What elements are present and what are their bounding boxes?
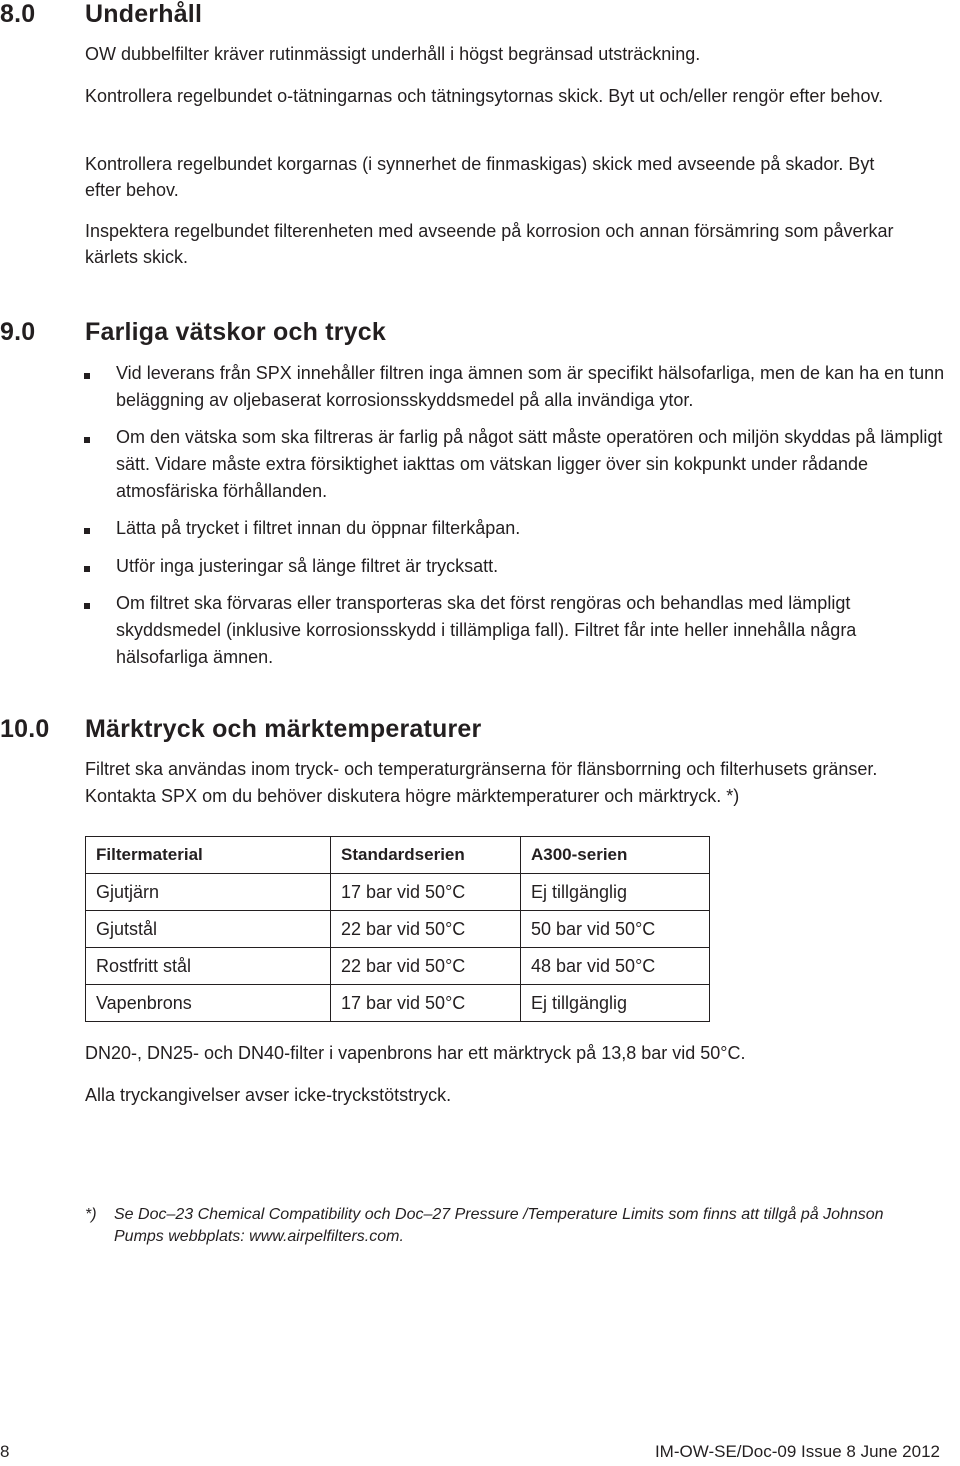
table-cell: Gjutstål	[86, 911, 331, 948]
footnote-marker: *)	[85, 1206, 97, 1223]
pressure-rating-table	[85, 836, 710, 1022]
section-9-title: Farliga vätskor och tryck	[85, 318, 386, 346]
table-cell: Ej tillgänglig	[521, 874, 710, 911]
table-header-cell: Filtermaterial	[86, 837, 331, 874]
bullet-marker	[84, 603, 90, 609]
table-cell: 17 bar vid 50°C	[331, 874, 521, 911]
table-row	[86, 874, 710, 911]
table-row	[86, 911, 710, 948]
bullet-marker	[84, 566, 90, 572]
bullet-marker	[84, 528, 90, 534]
table-row	[86, 948, 710, 985]
section-10-note-1: DN20-, DN25- och DN40-filter i vapenbrons har ett märktryck på 13,8 bar vid 50°C.	[85, 1043, 746, 1063]
section-10-intro: Filtret ska användas inom tryck- och temperaturgränserna för flänsborrning och filterhusets gränser. Kontakta SPX om du behöver diskutera högre märktemperaturer och märktryck. *)	[85, 759, 878, 806]
bullet-marker	[84, 373, 90, 379]
table-header-cell: A300-serien	[521, 837, 710, 874]
table-header-cell: Standardserien	[331, 837, 521, 874]
section-8-paragraph-2: Kontrollera regelbundet o-tätningarnas och tätningsytornas skick. Byt ut och/eller rengör efter behov.	[85, 86, 884, 106]
table-header-row	[86, 837, 710, 874]
table-cell: 17 bar vid 50°C	[331, 985, 521, 1022]
table-cell: 22 bar vid 50°C	[331, 948, 521, 985]
section-9-bullet-4: Utför inga justeringar så länge filtret är trycksatt.	[116, 556, 499, 576]
section-8-paragraph-4: Inspektera regelbundet filterenheten med avseende på korrosion och annan försämring som påverkar kärlets skick.	[85, 221, 894, 267]
table-cell: Vapenbrons	[86, 985, 331, 1022]
page-number: 8	[0, 1442, 10, 1461]
section-8-paragraph-3: Kontrollera regelbundet korgarnas (i synnerhet de finmaskigas) skick med avseende på skador. Byt efter behov.	[85, 154, 875, 200]
bullet-marker	[84, 437, 90, 443]
table-cell: Ej tillgänglig	[521, 985, 710, 1022]
section-8-title: Underhåll	[85, 0, 203, 28]
table-cell: Rostfritt stål	[86, 948, 331, 985]
table-cell: 50 bar vid 50°C	[521, 911, 710, 948]
section-8-paragraph-1: OW dubbelfilter kräver rutinmässigt underhåll i högst begränsad utsträckning.	[85, 44, 701, 64]
table-cell: Gjutjärn	[86, 874, 331, 911]
section-9-bullet-5: Om filtret ska förvaras eller transporteras ska det först rengöras och behandlas med lämpligt skyddsmedel (inklusive korrosionsskydd i tillämpliga fall). Filtret får inte heller innehålla några hälsofarliga ämnen.	[116, 593, 857, 667]
section-8-number: 8.0	[0, 0, 36, 28]
section-10-note-2: Alla tryckangivelser avser icke-tryckstötstryck.	[85, 1085, 452, 1105]
section-9-bullet-1: Vid leverans från SPX innehåller filtren inga ämnen som är specifikt hälsofarliga, men de kan ha en tunn beläggning av oljebaserat korrosionsskyddsmedel på alla invändiga ytor.	[116, 363, 945, 410]
table-cell: 48 bar vid 50°C	[521, 948, 710, 985]
table-cell: 22 bar vid 50°C	[331, 911, 521, 948]
table-row	[86, 985, 710, 1022]
footnote-text: Se Doc–23 Chemical Compatibility och Doc–27 Pressure /Temperature Limits som finns att tillgå på Johnson Pumps webbplats: www.airpelfilters.com.	[114, 1206, 884, 1245]
section-9-bullet-3: Lätta på trycket i filtret innan du öppnar filterkåpan.	[116, 518, 521, 538]
section-9-number: 9.0	[0, 318, 36, 346]
section-10-number: 10.0	[0, 715, 50, 743]
document-reference: IM-OW-SE/Doc-09 Issue 8 June 2012	[654, 1442, 940, 1461]
section-10-title: Märktryck och märktemperaturer	[85, 715, 482, 743]
section-9-bullet-2: Om den vätska som ska filtreras är farlig på något sätt måste operatören och miljön skyddas på lämpligt sätt. Vidare måste extra försiktighet iakttas om vätskan ligger över sin kokpunkt under rådande atmosfäriska förhållanden.	[116, 427, 943, 501]
